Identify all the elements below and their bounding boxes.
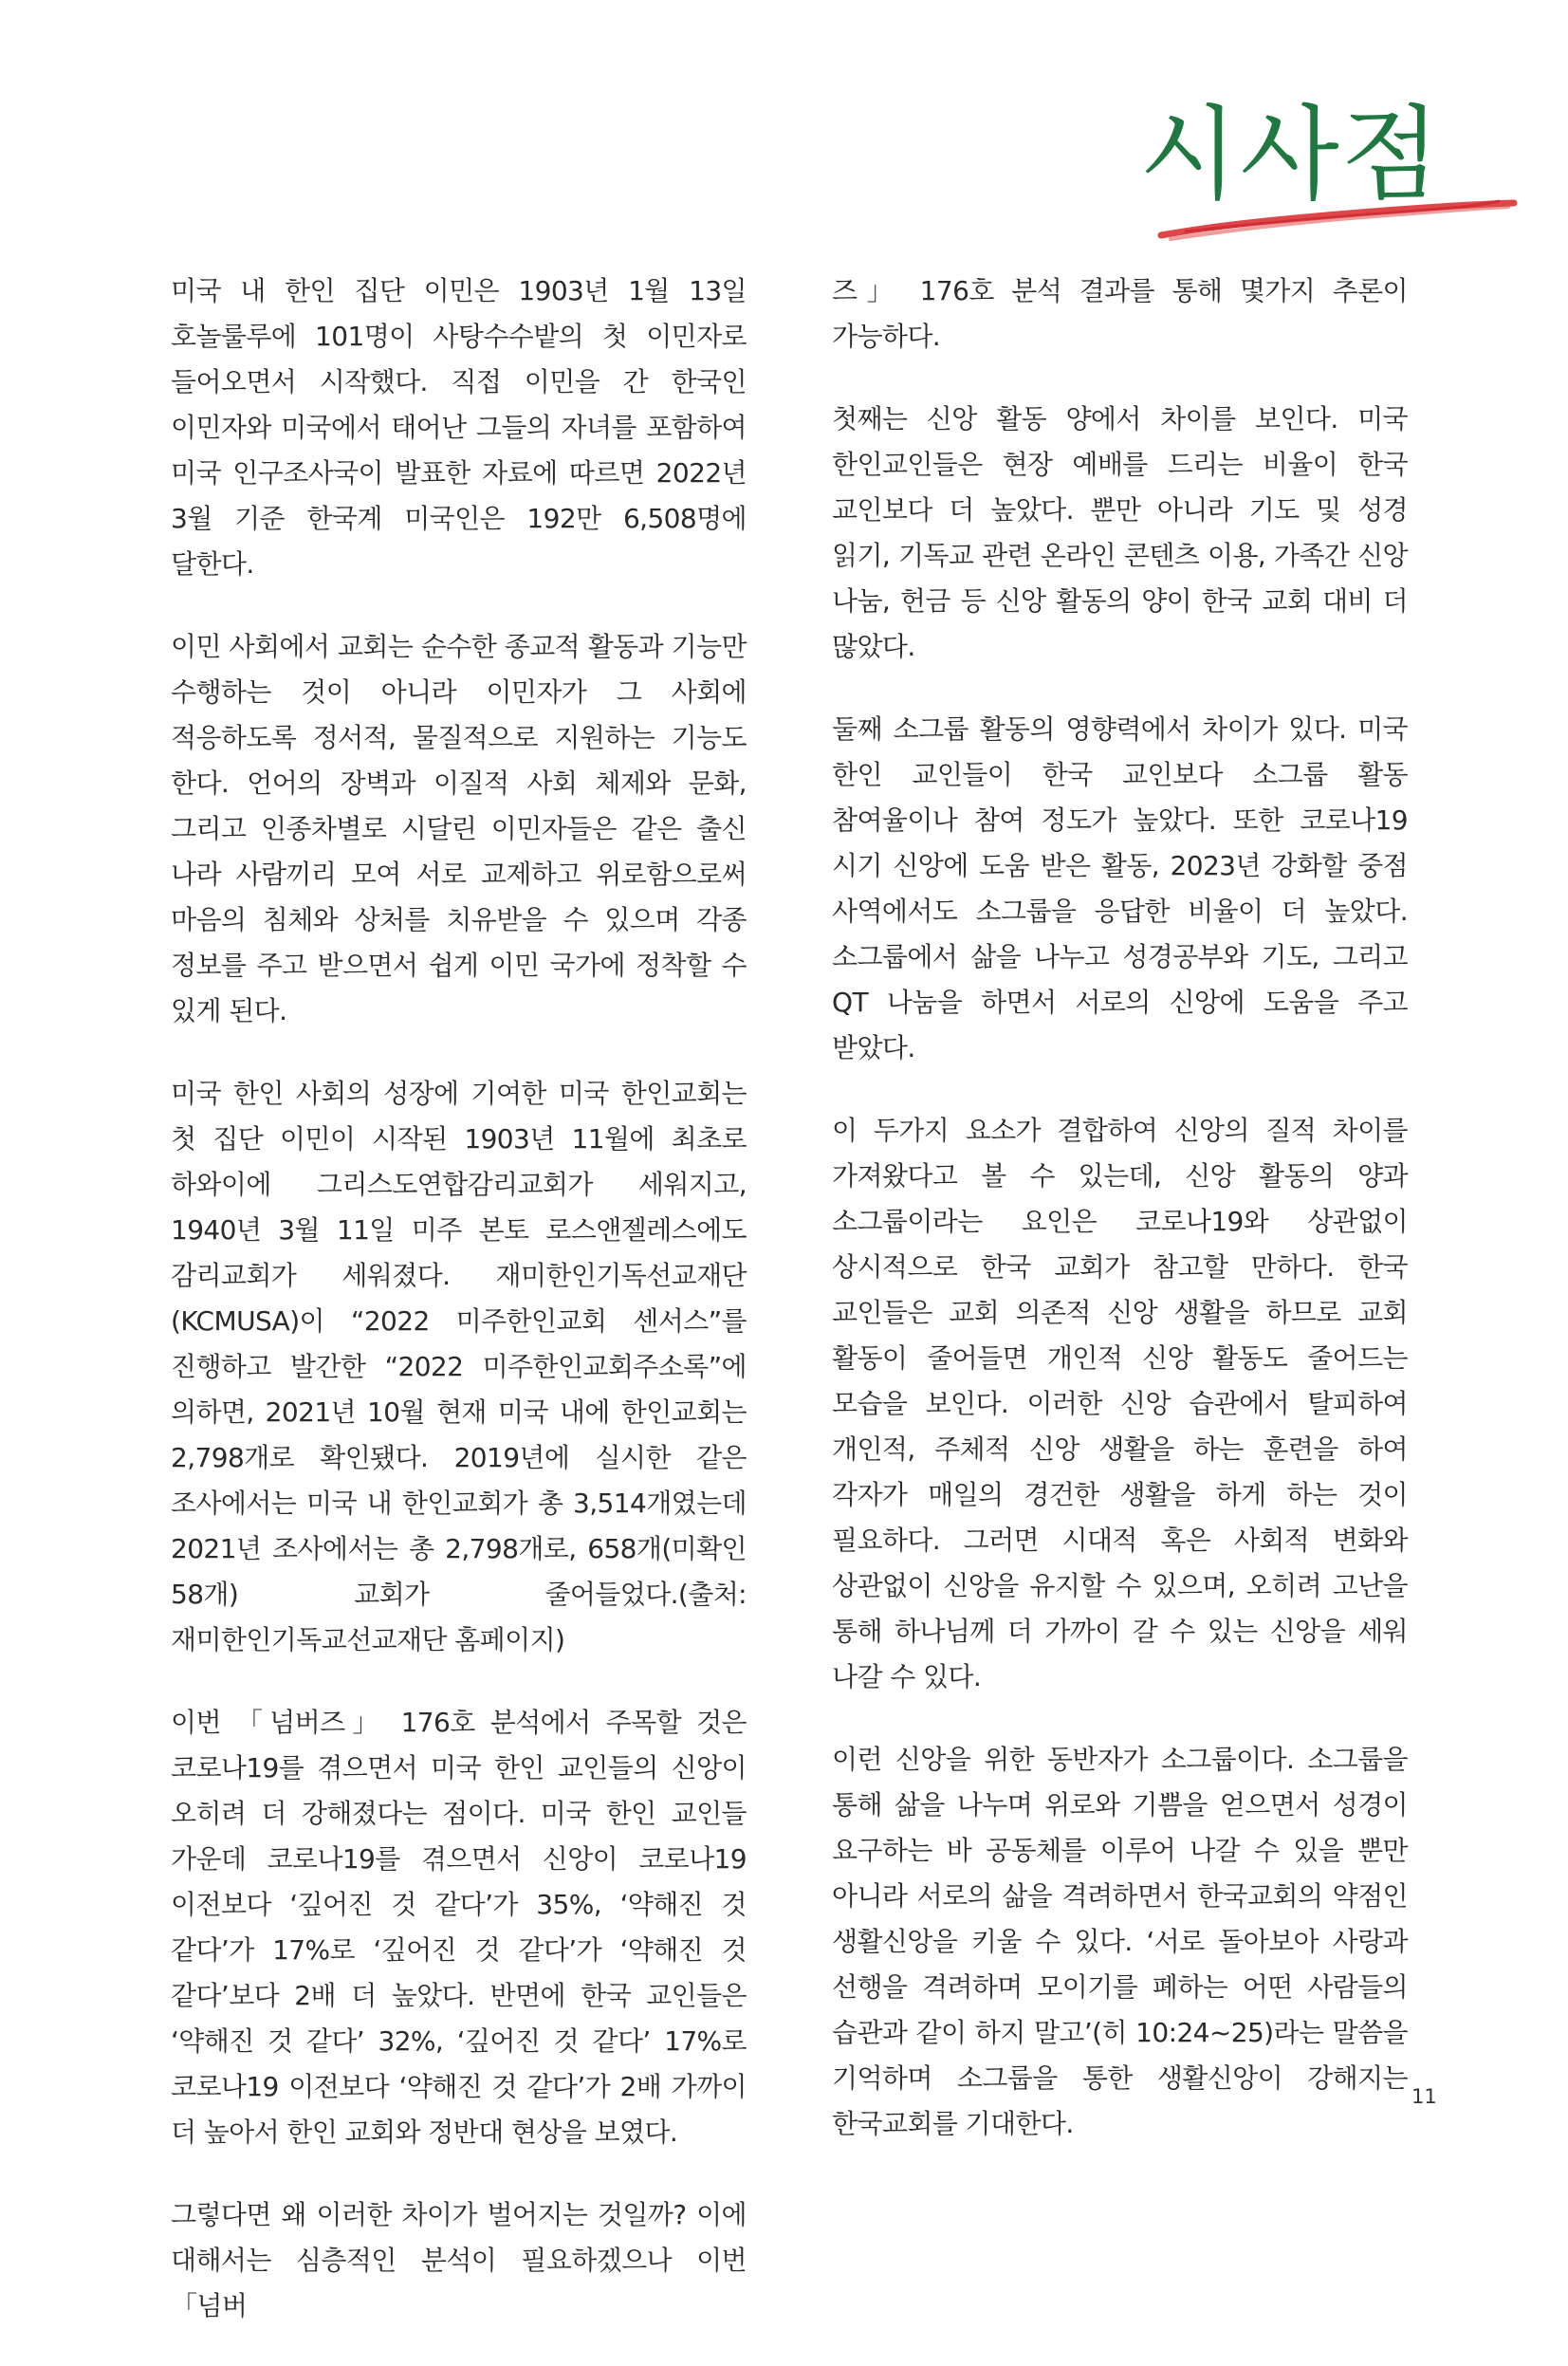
paragraph: 이 두가지 요소가 결합하여 신앙의 질적 차이를 가져왔다고 볼 수 있는데, 신앙 활동의 양과 소그룹이라는 요인은 코로나19와 상관없이 상시적으로 한국 교회가 참고할 만하다. 한국 교인들은 교회 의존적 신앙 생활을 하므로 교회 활동이 줄어들면 개인적 신앙 활동도 줄어드는 모습을 보인다. 이러한 신앙 습관에서 탈피하여 개인적, 주체적 신앙 생활을 하는 훈련을 하여 각자가 매일의 경건한 생활을 하게 하는 것이 필요하다. 그러면 시대적 혹은 사회적 변화와 상관없이 신앙을 유지할 수 있으며, 오히려 고난을 통해 하나님께 더 가까이 갈 수 있는 신앙을 세워 나갈 수 있다. xyxy=(832,1115,1408,1692)
left-column xyxy=(171,268,747,2366)
section-title: 시사점 xyxy=(1139,96,1442,214)
section-header xyxy=(1100,95,1518,247)
paragraph: 미국 한인 사회의 성장에 기여한 미국 한인교회는 첫 집단 이민이 시작된 1903년 11월에 최초로 하와이에 그리스도연합감리교회가 세워지고, 1940년 3월 11일 미주 본토 로스앤젤레스에도 감리교회가 세워졌다. 재미한인기독선교재단(KCMUSA)이 “2022 미주한인교회 센서스”를 진행하고 발간한 “2022 미주한인교회주소록”에 의하면, 2021년 10월 현재 미국 내에 한인교회는 2,798개로 확인됐다. 2019년에 실시한 같은 조사에서는 미국 내 한인교회가 총 3,514개였는데 2021년 조사에서는 총 2,798개로, 658개(미확인 58개) 교회가 줄어들었다.(출처:재미한인기독교선교재단 홈페이지) xyxy=(171,1078,747,1655)
paragraph: 이런 신앙을 위한 동반자가 소그룹이다. 소그룹을 통해 삶을 나누며 위로와 기쁨을 얻으면서 성경이 요구하는 바 공동체를 이루어 나갈 수 있을 뿐만 아니라 서로의 삶을 격려하면서 한국교회의 약점인 생활신앙을 키울 수 있다. ‘서로 돌아보아 사랑과 선행을 격려하며 모이기를 폐하는 어떤 사람들의 습관과 같이 하지 말고’(히 10:24~25)라는 말씀을 기억하며 소그룹을 통한 생활신앙이 강해지는 한국교회를 기대한다. xyxy=(832,1744,1408,2139)
paragraph: 이번 「넘버즈」 176호 분석에서 주목할 것은 코로나19를 겪으면서 미국 한인 교인들의 신앙이 오히려 더 강해졌다는 점이다. 미국 한인 교인들 가운데 코로나19를 겪으면서 신앙이 코로나19 이전보다 ‘깊어진 것 같다’가 35%, ‘약해진 것 같다’가 17%로 ‘깊어진 것 같다’가 ‘약해진 것 같다’보다 2배 더 높았다. 반면에 한국 교인들은 ‘약해진 것 같다’ 32%, ‘깊어진 것 같다’ 17%로 코로나19 이전보다 ‘약해진 것 같다’가 2배 가까이 더 높아서 한인 교회와 정반대 현상을 보였다. xyxy=(171,1707,747,2148)
page-number: 11 xyxy=(1411,2085,1437,2108)
right-column xyxy=(832,268,1408,2184)
red-brush-stroke-decoration xyxy=(1157,192,1518,249)
paragraph: 이민 사회에서 교회는 순수한 종교적 활동과 기능만 수행하는 것이 아니라 이민자가 그 사회에 적응하도록 정서적, 물질적으로 지원하는 기능도 한다. 언어의 장벽과 이질적 사회 체제와 문화, 그리고 인종차별로 시달린 이민자들은 같은 출신 나라 사람끼리 모여 서로 교제하고 위로함으로써 마음의 침체와 상처를 치유받을 수 있으며 각종 정보를 주고 받으면서 쉽게 이민 국가에 정착할 수 있게 된다. xyxy=(171,631,747,1026)
paragraph: 둘째 소그룹 활동의 영향력에서 차이가 있다. 미국 한인 교인들이 한국 교인보다 소그룹 활동 참여율이나 참여 정도가 높았다. 또한 코로나19 시기 신앙에 도움 받은 활동, 2023년 강화할 중점 사역에서도 소그룹을 응답한 비율이 더 높았다. 소그룹에서 삶을 나누고 성경공부와 기도, 그리고 QT 나눔을 하면서 서로의 신앙에 도움을 주고 받았다. xyxy=(832,713,1408,1063)
paragraph: 즈」 176호 분석 결과를 통해 몇가지 추론이 가능하다. xyxy=(832,275,1408,352)
paragraph: 미국 내 한인 집단 이민은 1903년 1월 13일 호놀룰루에 101명이 사탕수수밭의 첫 이민자로 들어오면서 시작했다. 직접 이민을 간 한국인 이민자와 미국에서 태어난 그들의 자녀를 포함하여 미국 인구조사국이 발표한 자료에 따르면 2022년 3월 기준 한국계 미국인은 192만 6,508명에 달한다. xyxy=(171,275,747,580)
paragraph: 첫째는 신앙 활동 양에서 차이를 보인다. 미국 한인교인들은 현장 예배를 드리는 비율이 한국 교인보다 더 높았다. 뿐만 아니라 기도 및 성경 읽기, 기독교 관련 온라인 콘텐츠 이용, 가족간 신앙 나눔, 헌금 등 신앙 활동의 양이 한국 교회 대비 더 많았다. xyxy=(832,403,1408,662)
paragraph: 그렇다면 왜 이러한 차이가 벌어지는 것일까? 이에 대해서는 심층적인 분석이 필요하겠으나 이번 「넘버 xyxy=(171,2199,747,2321)
